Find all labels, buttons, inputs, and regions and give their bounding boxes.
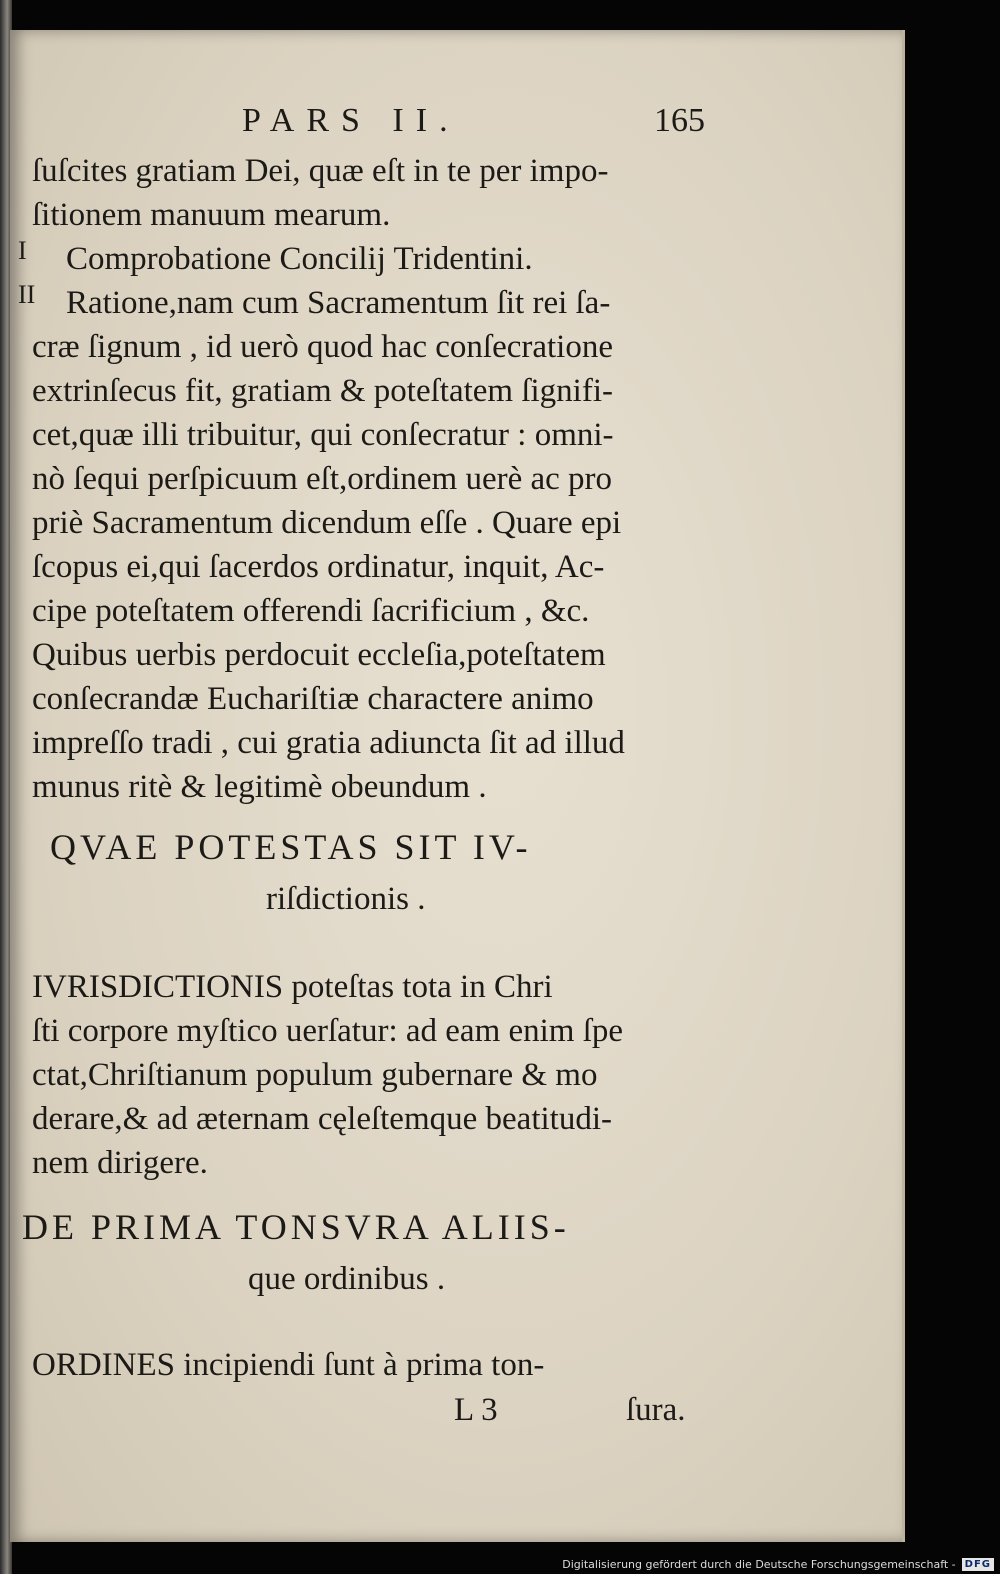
text-line: ſcopus ei,qui ſacerdos ordinatur, inquit, Ac- [32, 549, 605, 585]
section-heading: DE PRIMA TONSVRA ALIIS- [22, 1207, 570, 1247]
footer-text: Digitalisierung gefördert durch die Deutsche Forschungsgemeinschaft - [562, 1557, 956, 1571]
text-line: nem dirigere. [32, 1145, 208, 1181]
section-heading: QVAE POTESTAS SIT IV- [50, 827, 532, 867]
book-page [10, 30, 905, 1542]
text-line: nò ſequi perſpicuum eſt,ordinem uerè ac pro [32, 461, 613, 497]
text-line: priè Sacramentum dicendum eſſe . Quare epi [32, 505, 622, 541]
text-line: Comprobatione Concilij Tridentini. [66, 241, 533, 277]
text-line: ſuſcites gratiam Dei, quæ eſt in te per impo- [32, 153, 609, 189]
text-line: Ratione,nam cum Sacramentum ſit rei ſa- [66, 285, 611, 321]
catchword: ſura. [626, 1392, 686, 1428]
text-line: derare,& ad æternam cęleſtemque beatitudi- [32, 1101, 612, 1137]
margin-number-2: II [18, 280, 36, 309]
text-line: Quibus uerbis perdocuit eccleſia,poteſtatem [32, 637, 606, 673]
digitization-footer [562, 1554, 1000, 1574]
section-heading-cont: que ordinibus . [248, 1261, 446, 1297]
text-line: ſitionem manuum mearum. [32, 197, 391, 233]
text-line: munus ritè & legitimè obeundum . [32, 769, 487, 805]
running-header-title: PARS II. [242, 102, 460, 139]
text-line: IVRISDICTIONIS poteſtas tota in Chri [32, 969, 553, 1005]
text-line: ſti corpore myſtico uerſatur: ad eam enim ſpe [32, 1013, 624, 1049]
text-line: cipe poteſtatem offerendi ſacrificium , &c. [32, 593, 590, 629]
page-number: 165 [654, 102, 705, 139]
section-heading-cont: riſdictionis . [266, 881, 426, 917]
text-line: cræ ſignum , id uerò quod hac conſecratione [32, 329, 613, 365]
text-line: impreſſo tradi , cui gratia adiuncta ſit ad illud [32, 725, 625, 761]
text-line: extrinſecus fit, gratiam & poteſtatem ſignifi- [32, 373, 613, 409]
margin-number-1: I [18, 236, 27, 265]
text-line: ORDINES incipiendi ſunt à prima ton- [32, 1347, 545, 1383]
text-line: ctat,Chriſtianum populum gubernare & mo [32, 1057, 598, 1093]
signature-mark: L 3 [454, 1392, 498, 1428]
dfg-logo: DFG [962, 1558, 994, 1571]
text-line: conſecrandæ Euchariſtiæ charactere animo [32, 681, 594, 717]
text-line: cet,quæ illi tribuitur, qui conſecratur : omni- [32, 417, 614, 453]
